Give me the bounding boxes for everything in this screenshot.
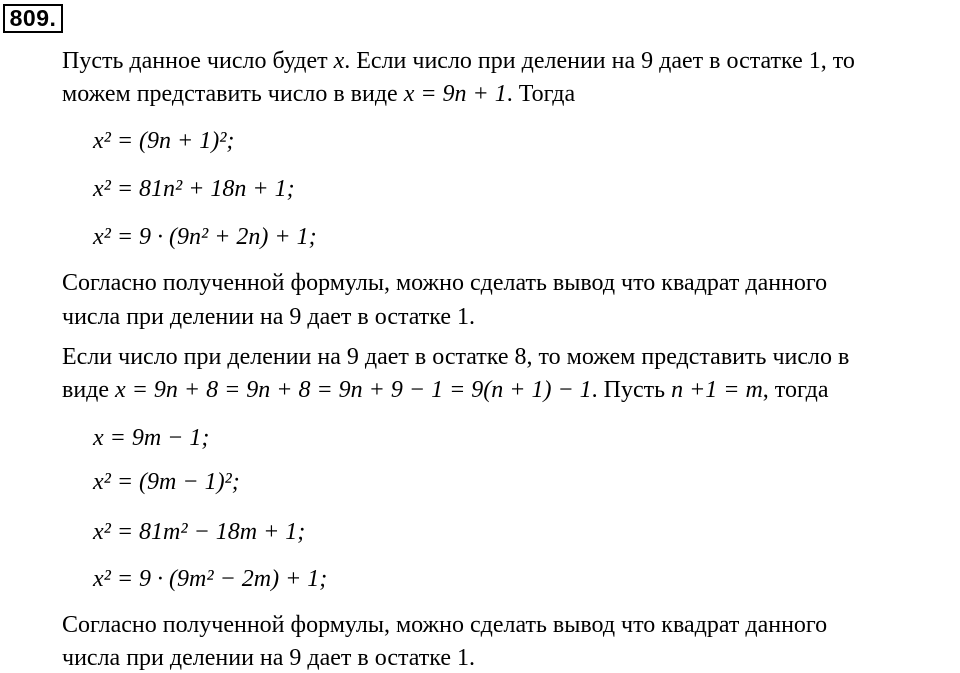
case-8-line-2 <box>62 375 828 405</box>
formula-2-2: x² = (9m − 1)²; <box>93 469 240 495</box>
intro-text-d: . Тогда <box>506 81 576 107</box>
formula-2-1: x = 9m − 1; <box>93 425 210 451</box>
conclusion-2-line-1: Согласно полученной формулы, можно сделать вывод что квадрат данного <box>62 612 828 638</box>
conclusion-1-line-2: числа при делении на 9 дает в остатке 1. <box>62 304 476 330</box>
case-8-representation-formula: x = 9n + 8 = 9n + 8 = 9n + 9 − 1 = 9(n + 1) − 1 <box>115 377 592 403</box>
problem-number-badge: 809. <box>3 4 63 33</box>
formula-1-1: x² = (9n + 1)²; <box>93 128 235 154</box>
case-8-line-1: Если число при делении на 9 дает в остатке 8, то можем представить число в <box>62 344 850 370</box>
variable-x: x <box>333 48 345 74</box>
conclusion-2-line-2: числа при делении на 9 дает в остатке 1. <box>62 645 476 671</box>
formula-1-3: x² = 9 · (9n² + 2n) + 1; <box>93 224 317 250</box>
intro-text-a: Пусть данное число будет <box>62 48 334 74</box>
representation-formula: x = 9n + 1 <box>403 81 507 107</box>
formula-2-3: x² = 81m² − 18m + 1; <box>93 519 306 545</box>
case-8-text-b: . Пусть <box>591 377 672 403</box>
substitution-formula: n +1 = m <box>671 377 763 403</box>
formula-1-2: x² = 81n² + 18n + 1; <box>93 176 295 202</box>
intro-text-b: . Если число при делении на 9 дает в остатке 1, то <box>344 48 855 74</box>
conclusion-1-line-1: Согласно полученной формулы, можно сделать вывод что квадрат данного <box>62 270 828 296</box>
intro-line-2 <box>62 79 575 109</box>
intro-line-1 <box>62 46 855 76</box>
case-8-text-c: , тогда <box>762 377 829 403</box>
intro-text-c: можем представить число в виде <box>62 81 404 107</box>
formula-2-4: x² = 9 · (9m² − 2m) + 1; <box>93 566 328 592</box>
case-8-text-a: виде <box>62 377 116 403</box>
